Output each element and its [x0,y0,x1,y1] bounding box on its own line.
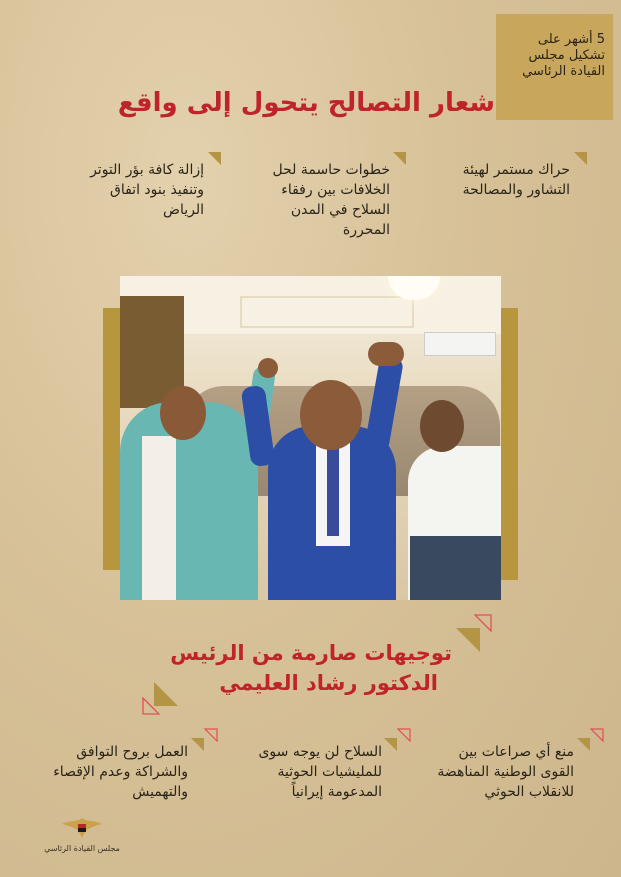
top-point-3-line-1: إزالة كافة بؤر التوتر [90,162,204,178]
bottom-point-2-line-1: السلاح لن يوجه سوى [258,744,382,760]
top-point-2-line-4: المحررة [342,222,390,238]
person-center-head [300,380,362,450]
bullet-triangle-icon [393,152,406,165]
bottom-point-3 [22,742,188,802]
outline-triangle-icon [204,728,218,742]
badge-line-2: تشكيل مجلس [528,48,605,63]
person-right-head [420,400,464,452]
duration-badge [496,14,613,120]
photo-ceiling-panel [240,296,414,328]
bullet-triangle-icon [208,152,221,165]
top-point-2-line-3: السلاح في المدن [290,202,390,218]
top-point-2-line-1: خطوات حاسمة لحل [272,162,390,178]
person-left-head [160,386,206,440]
bullet-triangle-icon [577,738,590,751]
bottom-point-1 [402,742,574,802]
outline-triangle-icon [590,728,604,742]
person-right-sarong [410,536,501,600]
person-left-scarf [142,436,176,600]
subheadline-line-2: الدكتور رشاد العليمي [219,671,438,695]
top-point-3-line-2: وتنفيذ بنود اتفاق [109,182,204,198]
filled-triangle-icon [456,628,480,652]
bottom-point-3-line-3: والتهميش [132,784,188,800]
outline-triangle-icon [397,728,411,742]
badge-line-1: 5 أشهر على [537,32,605,47]
air-conditioner-icon [424,332,496,356]
outline-triangle-icon [142,697,160,715]
subheadline-line-1: توجيهات صارمة من الرئيس [170,641,452,665]
bottom-point-1-line-3: للانقلاب الحوثي [484,784,574,800]
top-point-3-line-3: الرياض [163,202,204,218]
bullet-triangle-icon [384,738,397,751]
bottom-point-2-line-2: للمليشيات الحوثية [277,764,382,780]
top-point-1-line-1: حراك مستمر لهيئة [462,162,570,178]
bullet-triangle-icon [574,152,587,165]
logo-text: مجلس القيادة الرئاسي [44,844,120,853]
top-point-2-line-2: الخلافات بين رفقاء [281,182,390,198]
bullet-triangle-icon [191,738,204,751]
event-photo [120,276,501,600]
top-point-1 [430,160,570,200]
badge-line-3: القيادة الرئاسي [522,64,605,79]
subheadline [170,638,452,698]
raised-fist-left [258,358,278,378]
photo-left-bar [103,308,120,570]
eagle-emblem-icon [60,814,104,840]
headline: شعار التصالح يتحول إلى واقع [117,88,495,118]
joined-fists [368,342,404,366]
bottom-point-2 [224,742,382,802]
top-point-1-line-2: التشاور والمصالحة [462,182,570,198]
bottom-point-3-line-2: والشراكة وعدم الإقصاء [53,764,188,780]
bottom-point-1-line-2: القوى الوطنية المناهضة [437,764,574,780]
top-point-3 [52,160,204,220]
bottom-point-2-line-3: المدعومة إيرانياً [291,784,382,800]
bottom-point-3-line-1: العمل بروح التوافق [76,744,188,760]
council-logo [28,814,136,864]
photo-right-bar [501,308,518,580]
top-point-2 [240,160,390,240]
bottom-point-1-line-1: منع أي صراعات بين [458,744,574,760]
person-center-tie [327,446,339,536]
